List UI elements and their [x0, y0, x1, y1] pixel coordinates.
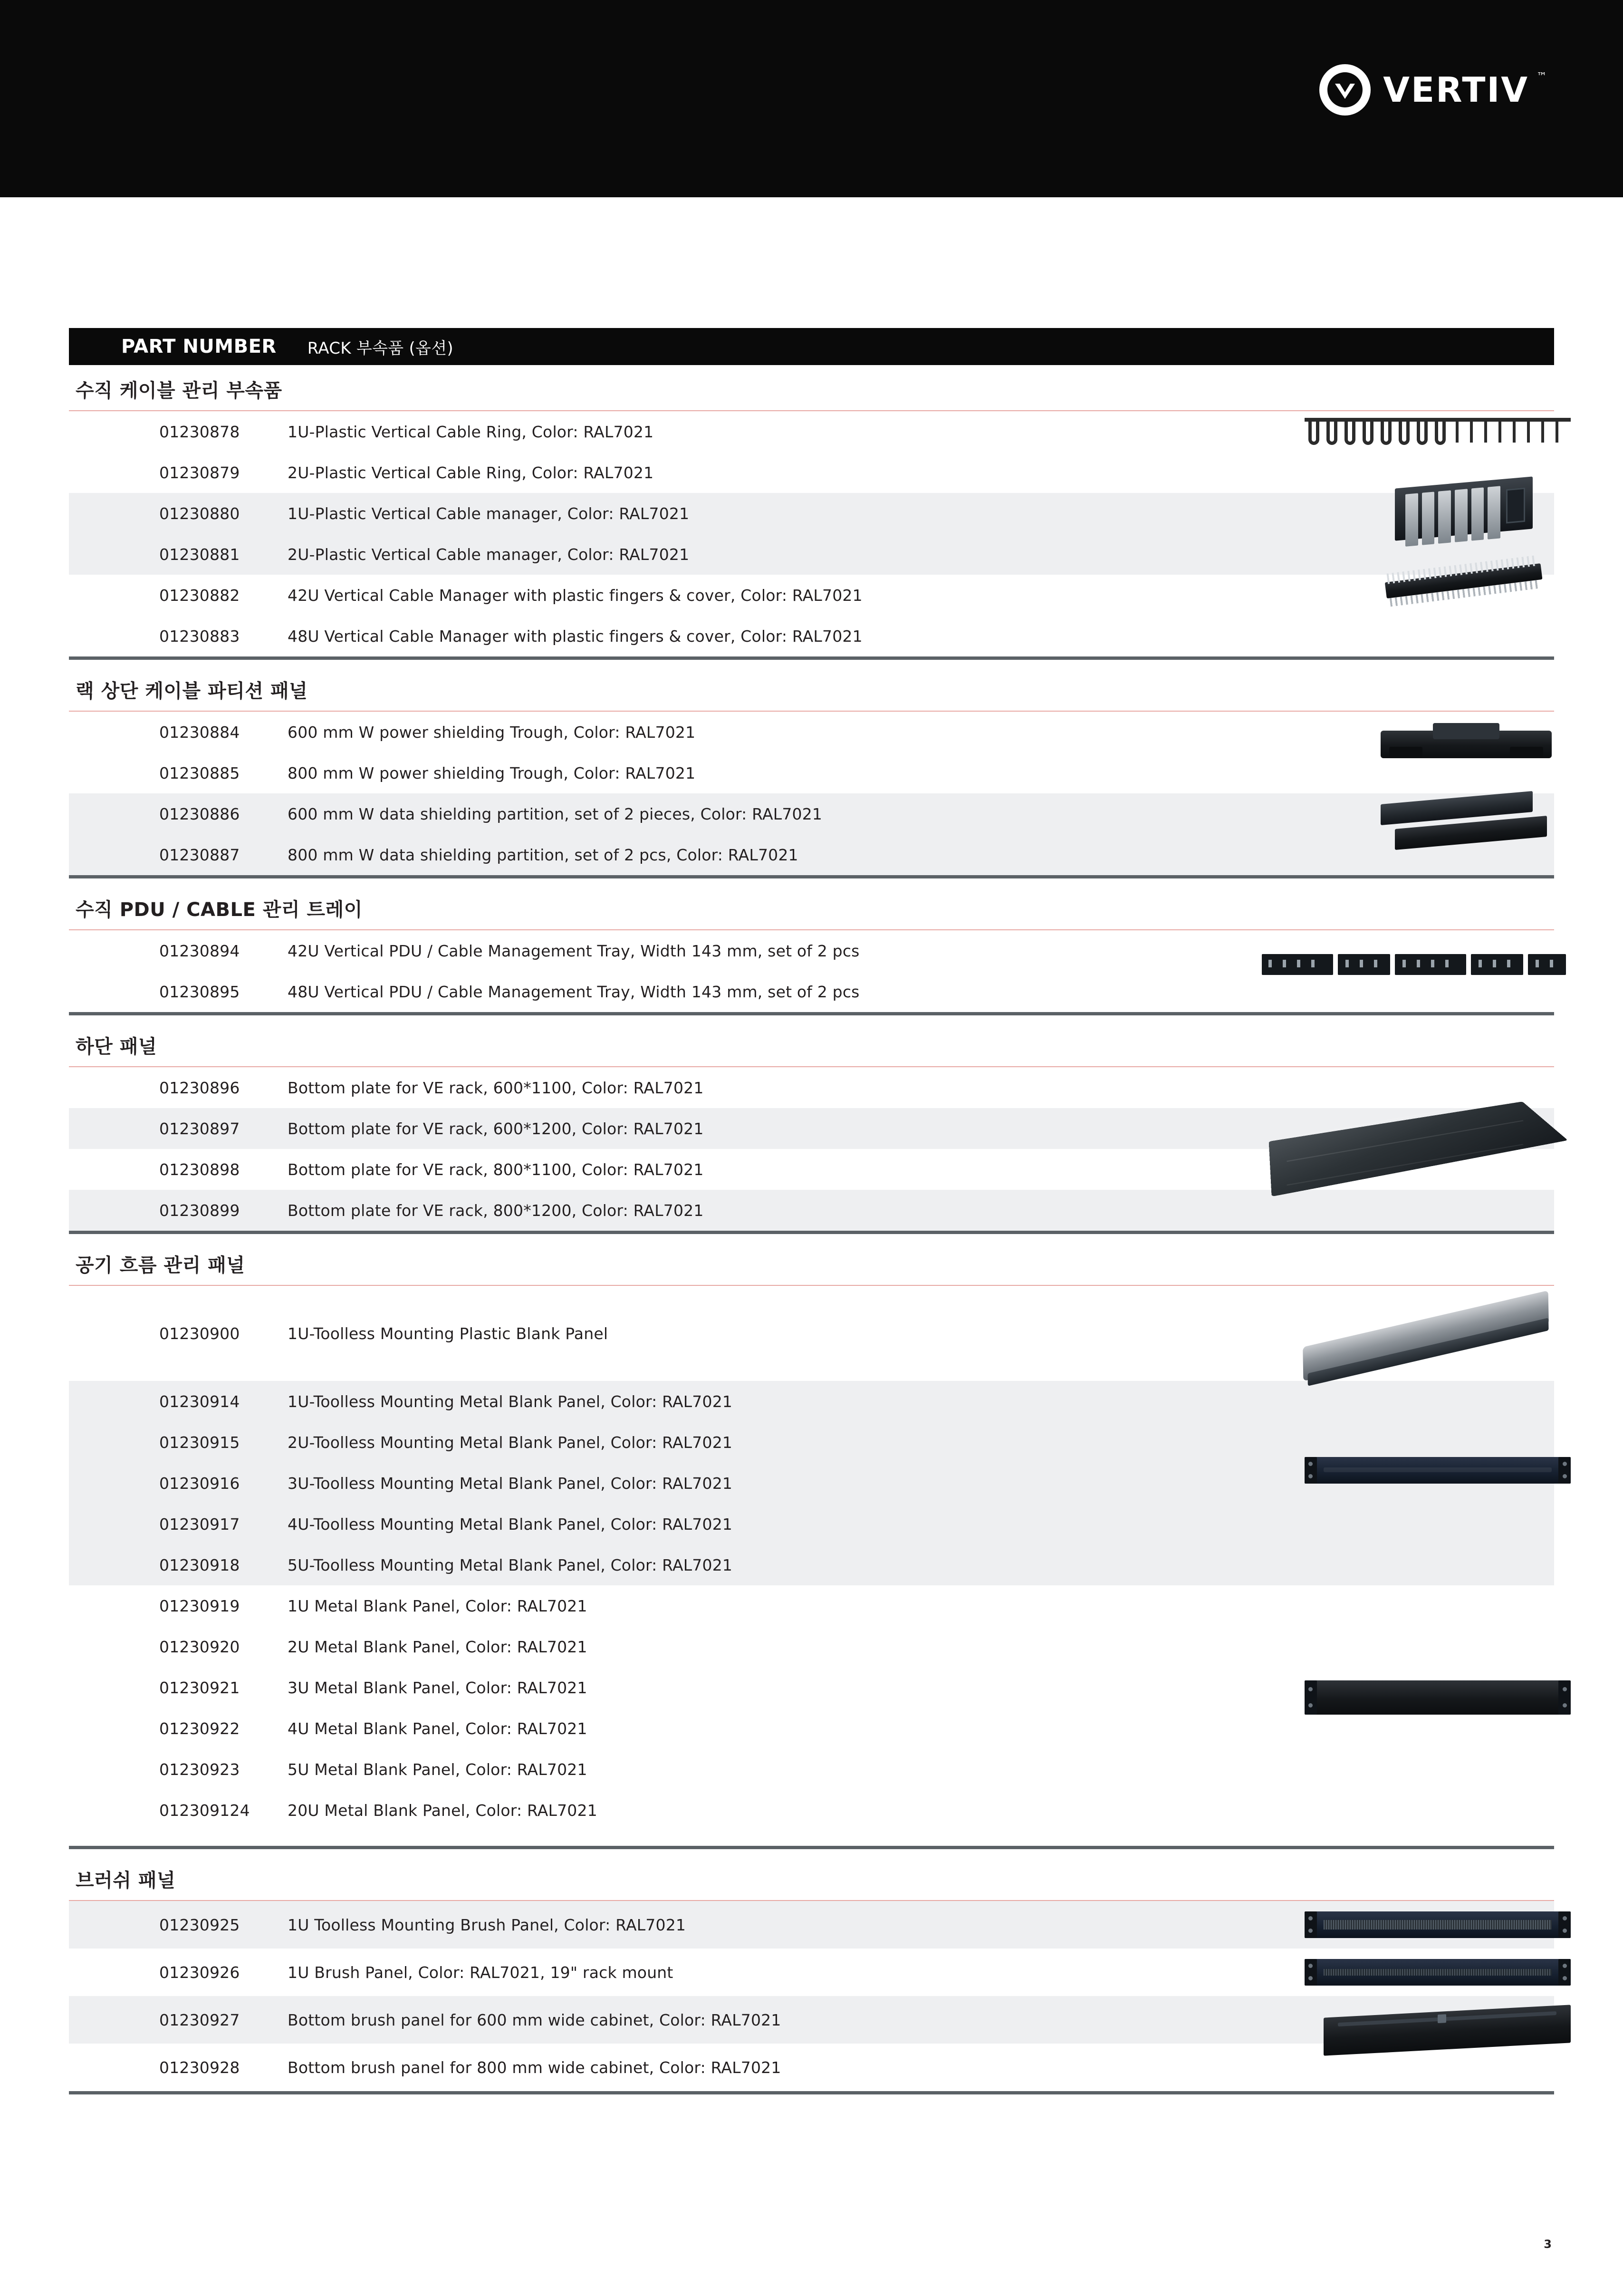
section-heading-airflow-panel: 공기 흐름 관리 패널 [76, 1254, 245, 1276]
table-row [69, 1790, 1554, 1831]
part-number: 01230897 [159, 1119, 240, 1138]
table-row [69, 1667, 1554, 1708]
part-number: 01230895 [159, 982, 240, 1001]
part-number: 012309124 [159, 1801, 250, 1820]
part-number: 01230898 [159, 1160, 240, 1179]
table-row [69, 1190, 1554, 1231]
table-row [69, 1585, 1554, 1626]
table-row [69, 1708, 1554, 1749]
part-description: 1U-Toolless Mounting Metal Blank Panel, Color: RAL7021 [288, 1392, 733, 1411]
part-number: 01230923 [159, 1760, 240, 1779]
section-heading-top-partition: 랙 상단 케이블 파티션 패널 [76, 680, 308, 702]
section-divider [69, 875, 1554, 878]
part-number: 01230919 [159, 1596, 240, 1615]
section-table-pdu-tray [69, 929, 1554, 1012]
part-number: 01230920 [159, 1637, 240, 1656]
table-row [69, 534, 1554, 575]
title-part-number: PART NUMBER [121, 336, 277, 357]
section-table-bottom-panel [69, 1066, 1554, 1231]
part-description: 20U Metal Blank Panel, Color: RAL7021 [288, 1801, 597, 1820]
part-description: 4U-Toolless Mounting Metal Blank Panel, Color: RAL7021 [288, 1515, 733, 1534]
brand-name: VERTIV [1383, 70, 1529, 110]
table-row [69, 1901, 1554, 1949]
table-row [69, 1463, 1554, 1504]
part-number: 01230918 [159, 1555, 240, 1574]
section-heading-vertical-cable: 수직 케이블 관리 부속품 [76, 380, 282, 402]
part-number: 01230881 [159, 545, 240, 564]
section-divider [69, 1231, 1554, 1234]
part-description: 4U Metal Blank Panel, Color: RAL7021 [288, 1719, 587, 1738]
table-row [69, 834, 1554, 875]
table-row [69, 1626, 1554, 1667]
table-row [69, 575, 1554, 616]
table-row [69, 452, 1554, 493]
document-body [69, 328, 1554, 2094]
part-number: 01230900 [159, 1324, 240, 1343]
part-description: 1U Brush Panel, Color: RAL7021, 19" rack mount [288, 1963, 673, 1982]
part-description: Bottom plate for VE rack, 800*1200, Color: RAL7021 [288, 1201, 704, 1220]
section-divider [69, 2091, 1554, 2094]
table-row [69, 1504, 1554, 1544]
table-row [69, 1749, 1554, 1790]
section-divider [69, 1012, 1554, 1015]
table-row [69, 752, 1554, 793]
section-heading-bottom-panel: 하단 패널 [76, 1036, 157, 1058]
page-number: 3 [1544, 2238, 1552, 2251]
part-description: 800 mm W power shielding Trough, Color: RAL7021 [288, 763, 696, 782]
part-number: 01230882 [159, 586, 240, 605]
part-description: Bottom plate for VE rack, 600*1100, Color: RAL7021 [288, 1078, 704, 1097]
table-row [69, 930, 1554, 971]
table-row [69, 493, 1554, 534]
part-description: 2U-Toolless Mounting Metal Blank Panel, Color: RAL7021 [288, 1433, 733, 1452]
table-title-band [69, 328, 1554, 365]
part-number: 01230917 [159, 1515, 240, 1534]
part-number: 01230915 [159, 1433, 240, 1452]
table-row [69, 411, 1554, 452]
part-number: 01230879 [159, 463, 240, 482]
part-description: Bottom plate for VE rack, 600*1200, Color: RAL7021 [288, 1119, 704, 1138]
part-number: 01230925 [159, 1915, 240, 1934]
part-number: 01230922 [159, 1719, 240, 1738]
part-number: 01230916 [159, 1474, 240, 1493]
table-row [69, 1422, 1554, 1463]
table-row [69, 1067, 1554, 1108]
table-row [69, 616, 1554, 656]
brand-trademark: ™ [1537, 71, 1547, 83]
part-number: 01230926 [159, 1963, 240, 1982]
page-header-bar [0, 0, 1623, 197]
section-table-vertical-cable [69, 410, 1554, 656]
section-heading-pdu-tray: 수직 PDU / CABLE 관리 트레이 [76, 899, 363, 921]
part-number: 01230894 [159, 941, 240, 960]
part-number: 01230896 [159, 1078, 240, 1097]
section-table-brush-panel [69, 1900, 1554, 2091]
vertiv-v-mark-icon [1319, 64, 1371, 116]
part-number: 01230928 [159, 2058, 240, 2077]
part-description: 1U Metal Blank Panel, Color: RAL7021 [288, 1596, 587, 1615]
part-description: 3U-Toolless Mounting Metal Blank Panel, Color: RAL7021 [288, 1474, 733, 1493]
table-row [69, 1996, 1554, 2044]
table-row [69, 712, 1554, 752]
part-number: 01230884 [159, 723, 240, 742]
part-description: 42U Vertical PDU / Cable Management Tray, Width 143 mm, set of 2 pcs [288, 941, 860, 960]
part-number: 01230886 [159, 804, 240, 823]
part-number: 01230914 [159, 1392, 240, 1411]
table-row [69, 1149, 1554, 1190]
part-number: 01230927 [159, 2010, 240, 2029]
part-description: Bottom brush panel for 600 mm wide cabinet, Color: RAL7021 [288, 2010, 781, 2029]
part-description: 42U Vertical Cable Manager with plastic fingers & cover, Color: RAL7021 [288, 586, 863, 605]
section-divider [69, 656, 1554, 660]
table-row [69, 1949, 1554, 1996]
part-number: 01230883 [159, 627, 240, 646]
part-description: 600 mm W data shielding partition, set of 2 pieces, Color: RAL7021 [288, 804, 823, 823]
part-number: 01230921 [159, 1678, 240, 1697]
section-divider [69, 1846, 1554, 1849]
part-description: 48U Vertical Cable Manager with plastic fingers & cover, Color: RAL7021 [288, 627, 863, 646]
section-table-airflow-panel [69, 1285, 1554, 1846]
table-row [69, 971, 1554, 1012]
part-description: 1U-Plastic Vertical Cable Ring, Color: RAL7021 [288, 422, 654, 441]
table-row [69, 1381, 1554, 1422]
part-description: 800 mm W data shielding partition, set of 2 pcs, Color: RAL7021 [288, 845, 798, 864]
vertiv-logo [1319, 64, 1547, 116]
part-number: 01230885 [159, 763, 240, 782]
table-row [69, 2044, 1554, 2091]
table-row [69, 1108, 1554, 1149]
part-description: 3U Metal Blank Panel, Color: RAL7021 [288, 1678, 587, 1697]
part-description: 2U-Plastic Vertical Cable manager, Color: RAL7021 [288, 545, 690, 564]
part-number: 01230899 [159, 1201, 240, 1220]
part-description: 2U Metal Blank Panel, Color: RAL7021 [288, 1637, 587, 1656]
part-number: 01230880 [159, 504, 240, 523]
part-number: 01230878 [159, 422, 240, 441]
part-description: 5U-Toolless Mounting Metal Blank Panel, Color: RAL7021 [288, 1555, 733, 1574]
part-description: 1U-Toolless Mounting Plastic Blank Panel [288, 1324, 608, 1343]
table-row [69, 1286, 1554, 1381]
part-number: 01230887 [159, 845, 240, 864]
part-description: Bottom plate for VE rack, 800*1100, Color: RAL7021 [288, 1160, 704, 1179]
part-description: 1U-Plastic Vertical Cable manager, Color: RAL7021 [288, 504, 690, 523]
section-table-top-partition [69, 711, 1554, 875]
title-rack-accessories: RACK 부속품 (옵션) [307, 338, 453, 358]
part-description: 48U Vertical PDU / Cable Management Tray, Width 143 mm, set of 2 pcs [288, 982, 860, 1001]
part-description: 600 mm W power shielding Trough, Color: RAL7021 [288, 723, 696, 742]
table-row [69, 1544, 1554, 1585]
part-description: 2U-Plastic Vertical Cable Ring, Color: RAL7021 [288, 463, 654, 482]
part-description: 1U Toolless Mounting Brush Panel, Color: RAL7021 [288, 1915, 686, 1934]
table-row [69, 793, 1554, 834]
part-description: 5U Metal Blank Panel, Color: RAL7021 [288, 1760, 587, 1779]
section-heading-brush-panel: 브러쉬 패널 [76, 1870, 176, 1891]
part-description: Bottom brush panel for 800 mm wide cabinet, Color: RAL7021 [288, 2058, 781, 2077]
